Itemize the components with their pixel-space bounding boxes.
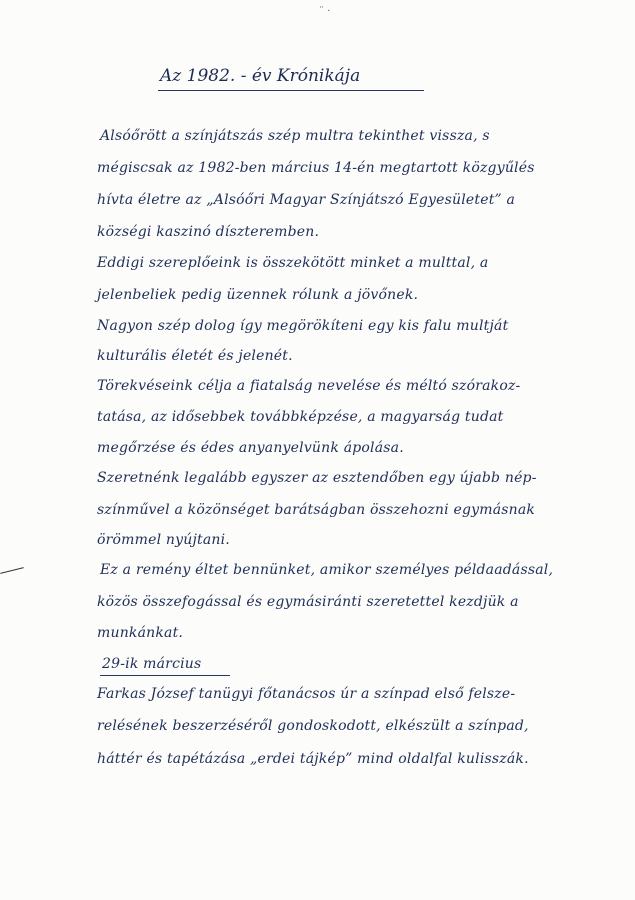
- date-underline: [100, 675, 230, 676]
- text-line: Ez a remény éltet bennünket, amikor személyes példaadással,: [100, 562, 554, 578]
- text-line: közös összefogással és egymásiránti szeretettel kezdjük a: [97, 594, 519, 610]
- text-line: kulturális életét és jelenét.: [97, 348, 293, 364]
- text-line: örömmel nyújtani.: [97, 532, 230, 548]
- text-line: tatása, az idősebbek továbbképzése, a magyarság tudat: [97, 409, 504, 425]
- title-underline: [158, 90, 424, 91]
- text-line: hívta életre az „Alsóőri Magyar Színjátszó Egyesületet” a: [97, 192, 516, 208]
- text-line: relésének beszerzéséről gondoskodott, elkészült a színpad,: [97, 718, 529, 734]
- text-line: színművel a közönséget barátságban összehozni egymásnak: [97, 502, 536, 518]
- text-line: megőrzése és édes anyanyelvünk ápolása.: [97, 440, 404, 456]
- text-line: jelenbeliek pedig üzennek rólunk a jövőnek.: [97, 287, 419, 303]
- text-line: Farkas József tanügyi főtanácsos úr a színpad első felsze-: [97, 686, 516, 702]
- text-line: háttér és tapétázása „erdei tájkép” mind oldalfal kulisszák.: [97, 751, 529, 767]
- margin-stroke: [0, 567, 24, 574]
- date-heading: 29-ik március: [102, 656, 202, 672]
- text-line: Eddigi szereplőeink is összekötött minket a multtal, a: [97, 255, 489, 271]
- text-line: Nagyon szép dolog így megörökíteni egy kis falu multját: [97, 318, 509, 334]
- text-line: Szeretnénk legalább egyszer az esztendőben egy újabb nép-: [97, 470, 537, 486]
- text-line: községi kaszinó díszteremben.: [97, 224, 320, 240]
- page-title: Az 1982. - év Krónikája: [160, 66, 361, 86]
- text-line: mégiscsak az 1982-ben március 14-én megtartott közgyűlés: [97, 160, 535, 176]
- text-line: Törekvéseink célja a fiatalság nevelése és méltó szórakoz-: [97, 378, 521, 394]
- top-mark: ¨ ·: [319, 6, 331, 17]
- text-line: munkánkat.: [97, 625, 184, 641]
- text-line: Alsóőrött a színjátszás szép multra tekinthet vissza, s: [100, 128, 490, 144]
